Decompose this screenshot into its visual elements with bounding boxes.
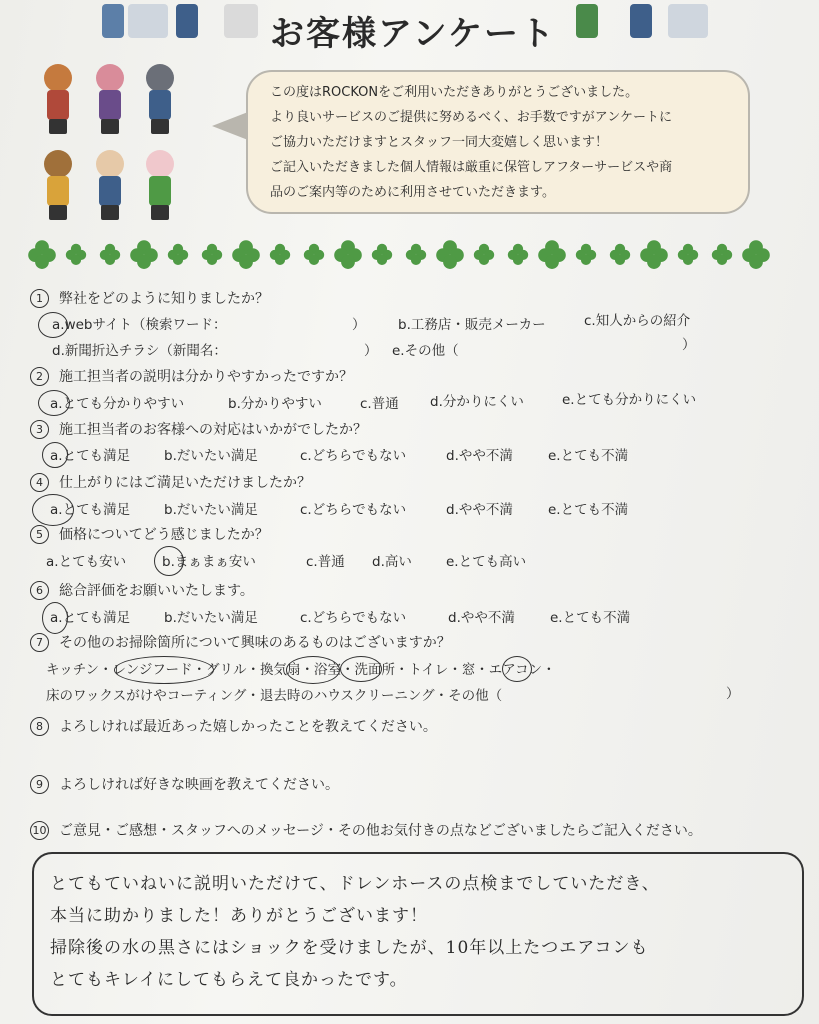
clover-icon — [742, 240, 770, 268]
question-4 — [30, 472, 311, 492]
option-e[interactable]: e.とても分かりにくい — [562, 392, 697, 408]
intro-line: ご記入いただきました個人情報は厳重に保管しアフターサービスや商 — [270, 160, 673, 175]
comment-box[interactable] — [32, 852, 804, 1016]
question-number: 6 — [30, 581, 49, 600]
question-text: よろしければ好きな映画を教えてください。 — [59, 777, 339, 793]
other-close: ） — [726, 686, 740, 702]
clover-icon — [610, 244, 630, 264]
comment-line: とてもキレイにしてもらえて良かったです。 — [50, 970, 408, 990]
clover-icon — [66, 244, 86, 264]
clover-icon — [508, 244, 528, 264]
clover-divider — [30, 236, 790, 276]
question-1 — [30, 288, 269, 308]
question-5 — [30, 524, 269, 544]
intro-line: ご協力いただけますとスタッフ一同大変嬉しく思います！ — [270, 135, 609, 150]
option-e-close: ） — [682, 337, 696, 353]
clover-icon — [270, 244, 290, 264]
question-text: その他のお掃除箇所について興味のあるものはございますか？ — [59, 635, 451, 651]
option-b[interactable]: b.だいたい満足 — [164, 502, 258, 518]
character-icon — [140, 64, 180, 136]
clover-icon — [640, 240, 668, 268]
option-d[interactable]: d.やや不満 — [448, 610, 515, 626]
cleaning-areas-line-2[interactable]: 床のワックスがけやコーティング・退去時のハウスクリーニング・その他（ — [46, 688, 503, 704]
clover-icon — [474, 244, 494, 264]
clover-icon — [576, 244, 596, 264]
option-d[interactable]: d.やや不満 — [446, 502, 513, 518]
option-a-close: ） — [352, 317, 366, 333]
cleaning-areas-line-1[interactable]: キッチン・レンジフード・グリル・換気扇・浴室・洗面所・トイレ・窓・エアコン・ — [46, 662, 556, 678]
page-title: お客様アンケート — [270, 14, 556, 54]
intro-text — [270, 80, 740, 205]
bubble-tail — [212, 112, 248, 140]
question-number: 1 — [30, 289, 49, 308]
option-e[interactable]: e.とても高い — [446, 554, 527, 570]
option-d-close: ） — [364, 343, 378, 359]
clover-icon — [678, 244, 698, 264]
question-text: 弊社をどのように知りましたか？ — [59, 291, 269, 307]
character-icon — [38, 150, 78, 222]
clover-icon — [202, 244, 222, 264]
intro-bubble — [246, 70, 750, 214]
clover-icon — [406, 244, 426, 264]
question-number: 9 — [30, 775, 49, 794]
question-number: 3 — [30, 420, 49, 439]
option-c[interactable]: c.どちらでもない — [300, 502, 407, 518]
question-7 — [30, 632, 451, 652]
clover-icon — [168, 244, 188, 264]
option-a[interactable]: a.とても分かりやすい — [50, 396, 185, 412]
clover-icon — [100, 244, 120, 264]
staff-illustration-icon — [630, 4, 652, 38]
question-text: 仕上がりにはご満足いただけましたか？ — [59, 475, 311, 491]
question-number: 10 — [30, 821, 49, 840]
option-c[interactable]: c.普通 — [360, 396, 399, 412]
clover-icon — [28, 240, 56, 268]
sink-illustration-icon — [128, 4, 168, 38]
intro-line: より良いサービスのご提供に努めるべく、お手数ですがアンケートに — [270, 110, 672, 125]
question-number: 5 — [30, 525, 49, 544]
option-b[interactable]: b.まぁまぁ安い — [162, 554, 256, 570]
clover-icon — [130, 240, 158, 268]
header — [0, 0, 819, 52]
question-2 — [30, 366, 353, 386]
clover-icon — [436, 240, 464, 268]
question-text: 施工担当者の説明は分かりやすかったですか？ — [59, 369, 353, 385]
option-c[interactable]: c.普通 — [306, 554, 345, 570]
question-3 — [30, 419, 367, 439]
question-number: 4 — [30, 473, 49, 492]
option-d[interactable]: d.高い — [372, 554, 412, 570]
question-text: ご意見・ご感想・スタッフへのメッセージ・その他お気付きの点などございましたらご記入ください。 — [59, 823, 702, 839]
clover-icon — [712, 244, 732, 264]
question-text: よろしければ最近あった嬉しかったことを教えてください。 — [59, 719, 437, 735]
option-d[interactable]: d.やや不満 — [446, 448, 513, 464]
question-10 — [30, 820, 702, 840]
character-icon — [90, 64, 130, 136]
question-number: 2 — [30, 367, 49, 386]
option-b[interactable]: b.工務店・販売メーカー — [398, 317, 546, 333]
question-number: 8 — [30, 717, 49, 736]
clover-icon — [538, 240, 566, 268]
option-a[interactable]: a.とても満足 — [50, 610, 131, 626]
question-8 — [30, 716, 437, 736]
option-e[interactable]: e.とても不満 — [548, 448, 629, 464]
option-d[interactable]: d.分かりにくい — [430, 394, 524, 410]
option-e[interactable]: e.とても不満 — [550, 610, 631, 626]
option-c[interactable]: c.どちらでもない — [300, 448, 407, 464]
washer-illustration-icon — [668, 4, 708, 38]
question-text: 価格についてどう感じましたか？ — [59, 527, 269, 543]
staff-characters — [30, 60, 200, 230]
staff-illustration-icon — [576, 4, 598, 38]
option-c[interactable]: c.どちらでもない — [300, 610, 407, 626]
intro-line: この度はROCKONをご利用いただきありがとうございました。 — [270, 85, 639, 100]
option-b[interactable]: b.だいたい満足 — [164, 448, 258, 464]
question-text: 施工担当者のお客様への対応はいかがでしたか？ — [59, 422, 367, 438]
option-e[interactable]: e.とても不満 — [548, 502, 629, 518]
character-icon — [38, 64, 78, 136]
character-icon — [90, 150, 130, 222]
option-a[interactable]: a.とても満足 — [50, 448, 131, 464]
handwritten-comment — [50, 868, 790, 996]
toilet-illustration-icon — [224, 4, 258, 38]
question-text: 総合評価をお願いいたします。 — [59, 583, 254, 599]
option-c[interactable]: c.知人からの紹介 — [584, 313, 691, 329]
clover-icon — [334, 240, 362, 268]
clover-icon — [372, 244, 392, 264]
option-b[interactable]: b.だいたい満足 — [164, 610, 258, 626]
character-icon — [140, 150, 180, 222]
option-d[interactable]: d.新聞折込チラシ（新聞名： — [52, 343, 227, 359]
question-6 — [30, 580, 254, 600]
comment-line: とてもていねいに説明いただけて、ドレンホースの点検までしていただき、 — [50, 874, 660, 894]
clover-icon — [304, 244, 324, 264]
comment-line: 掃除後の水の黒さにはショックを受けましたが、10年以上たつエアコンも — [50, 938, 649, 958]
option-e[interactable]: e.その他（ — [392, 343, 459, 359]
question-9 — [30, 774, 339, 794]
comment-line: 本当に助かりました！ありがとうございます！ — [50, 906, 428, 926]
staff-illustration-icon — [102, 4, 124, 38]
option-b[interactable]: b.分かりやすい — [228, 396, 322, 412]
option-a[interactable]: a.webサイト（検索ワード： — [52, 317, 227, 333]
option-a[interactable]: a.とても安い — [46, 554, 127, 570]
option-a[interactable]: a.とても満足 — [50, 502, 131, 518]
question-number: 7 — [30, 633, 49, 652]
staff-illustration-icon — [176, 4, 198, 38]
intro-line: 品のご案内等のために利用させていただきます。 — [270, 185, 555, 200]
clover-icon — [232, 240, 260, 268]
